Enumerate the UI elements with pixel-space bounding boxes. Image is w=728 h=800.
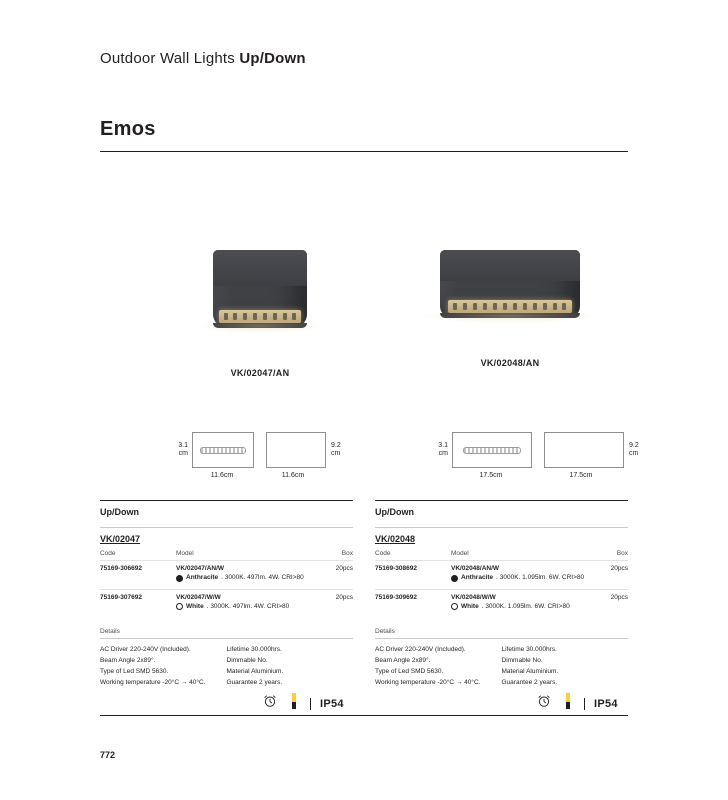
- detail-line: Dimmable No.: [226, 656, 268, 664]
- product-caption-1: VK/02047/AN: [230, 368, 290, 378]
- cell-code: 75169-306692: [100, 565, 142, 572]
- header-category: Outdoor Wall Lights: [100, 50, 240, 67]
- table-row[interactable]: [100, 561, 353, 589]
- details-label-2: Details: [375, 628, 628, 639]
- page-title: Emos: [100, 118, 156, 140]
- details-body-1: [100, 639, 353, 688]
- product-image-1: [160, 250, 360, 378]
- front-width-caption-1: 11.6cm: [281, 472, 305, 479]
- spec-column-1: [100, 500, 353, 688]
- finish-swatch-icon: [176, 575, 183, 582]
- lamp-bottom-lip: [440, 313, 580, 318]
- ip-rating-2: IP54: [584, 698, 618, 710]
- column-divider: [375, 500, 628, 501]
- page-header: [100, 50, 306, 67]
- finish-specs: . 3000K. 497lm. 4W. CRI>80: [221, 574, 304, 582]
- details-right-2: [502, 644, 629, 688]
- finish-swatch-icon: [176, 603, 183, 610]
- cell-code: 75169-308692: [375, 565, 417, 572]
- cell-code: 75169-309692: [375, 593, 417, 601]
- cell-box: 20pcs: [335, 565, 353, 572]
- finish-swatch-icon: [451, 603, 458, 610]
- sku-1[interactable]: VK/02047: [100, 534, 141, 544]
- front-view-1: [266, 432, 326, 468]
- spec-column-2: [375, 500, 628, 688]
- finish-specs: . 3000K. 1.095lm. 6W. CRI>80: [481, 603, 570, 611]
- model-finish: [176, 602, 319, 611]
- cell-box: 20pcs: [335, 593, 353, 601]
- lifetime-icon: [262, 693, 278, 714]
- depth-label-1: 3.1 cm: [178, 441, 188, 457]
- detail-line: Working temperature -20°C → 40°C.: [375, 678, 481, 686]
- details-left-1: [100, 644, 227, 688]
- title-divider: [100, 151, 628, 152]
- detail-line: Lifetime 30.000hrs.: [501, 645, 557, 653]
- details-body-2: [375, 639, 628, 688]
- model-finish: [176, 573, 319, 582]
- table-header-1: [100, 550, 353, 560]
- dimension-diagram-2: [428, 432, 647, 479]
- ip-rating-1: IP54: [310, 698, 344, 710]
- led-icon: [288, 692, 300, 715]
- column-sub-divider: [100, 527, 353, 528]
- lamp-bottom-lip: [213, 323, 307, 328]
- side-width-caption-1: 11.6cm: [210, 472, 234, 479]
- lamp-sheen: [440, 250, 580, 281]
- type-label-1: Up/Down: [100, 507, 139, 517]
- cell-model: [451, 564, 594, 583]
- model-name: VK/02048/AN/W: [451, 565, 500, 572]
- height-label-2: 9.2 cm: [629, 441, 639, 457]
- led-strip-1: [219, 310, 302, 323]
- depth-label-2: 3.1 cm: [438, 441, 448, 457]
- model-name: VK/02047/AN/W: [176, 565, 225, 572]
- cell-box: 20pcs: [610, 593, 628, 601]
- cell-model: [176, 593, 319, 612]
- detail-line: AC Driver 220-240V (Included).: [100, 645, 191, 653]
- detail-line: Material Aluminium.: [501, 667, 559, 675]
- detail-line: Lifetime 30.000hrs.: [226, 645, 282, 653]
- side-view-led-strip: [200, 447, 245, 454]
- model-name: VK/02047/W/W: [176, 593, 221, 601]
- icon-bar-1: [262, 692, 344, 715]
- product-image-2: [400, 250, 620, 368]
- detail-line: Working temperature -20°C → 40°C.: [100, 678, 206, 686]
- col-header-code: Code: [100, 550, 116, 557]
- led-strip-2: [448, 300, 571, 313]
- height-label-1: 9.2 cm: [331, 441, 341, 457]
- finish-name: Anthracite: [186, 574, 219, 582]
- model-finish: [451, 602, 594, 611]
- detail-line: Material Aluminium.: [226, 667, 284, 675]
- detail-line: Guarantee 2 years.: [501, 678, 558, 686]
- side-view-1: [192, 432, 254, 468]
- table-row[interactable]: [375, 590, 628, 618]
- page-number: 772: [100, 750, 116, 760]
- col-header-code: Code: [375, 550, 391, 557]
- cell-model: [451, 593, 594, 612]
- cell-model: [176, 564, 319, 583]
- detail-line: Type of Led SMD 5630.: [375, 667, 444, 675]
- cell-code: 75169-307692: [100, 593, 142, 601]
- column-divider: [100, 500, 353, 501]
- type-label-2: Up/Down: [375, 507, 414, 517]
- led-icon: [562, 692, 574, 715]
- table-row[interactable]: [375, 561, 628, 589]
- dimension-diagram-1: [168, 432, 349, 479]
- table-header-2: [375, 550, 628, 560]
- finish-name: White: [186, 603, 204, 611]
- model-finish: [451, 573, 594, 582]
- details-right-1: [227, 644, 354, 688]
- side-width-caption-2: 17.5cm: [479, 472, 503, 479]
- lamp-sheen: [213, 250, 307, 286]
- front-width-caption-2: 17.5cm: [569, 472, 593, 479]
- footer-divider: [100, 715, 628, 716]
- model-name: VK/02048/W/W: [451, 593, 496, 601]
- col-header-box: Box: [616, 550, 628, 557]
- lamp-body-1: [213, 250, 307, 328]
- lamp-body-2: [440, 250, 580, 318]
- finish-name: Anthracite: [461, 574, 494, 582]
- sku-2[interactable]: VK/02048: [375, 534, 416, 544]
- detail-line: Dimmable No.: [501, 656, 543, 664]
- finish-swatch-icon: [451, 575, 458, 582]
- icon-bar-2: [536, 692, 618, 715]
- column-sub-divider: [375, 527, 628, 528]
- details-label-1: Details: [100, 628, 353, 639]
- detail-line: Beam Angle 2x89°.: [375, 656, 431, 664]
- header-subcategory: Up/Down: [239, 50, 306, 67]
- detail-line: Beam Angle 2x89°.: [100, 656, 156, 664]
- cell-box: 20pcs: [610, 565, 628, 572]
- finish-name: White: [461, 603, 479, 611]
- specification-columns: [100, 500, 628, 688]
- front-view-2: [544, 432, 624, 468]
- detail-line: AC Driver 220-240V (Included).: [375, 645, 466, 653]
- col-header-model: Model: [176, 550, 194, 557]
- finish-specs: . 3000K. 497lm. 4W. CRI>80: [206, 603, 290, 611]
- col-header-model: Model: [451, 550, 469, 557]
- product-caption-2: VK/02048/AN: [480, 358, 540, 368]
- finish-specs: . 3000K. 1.095lm. 6W. CRI>80: [496, 574, 585, 582]
- detail-line: Guarantee 2 years.: [226, 678, 283, 686]
- lifetime-icon: [536, 693, 552, 714]
- col-header-box: Box: [341, 550, 353, 557]
- details-left-2: [375, 644, 502, 688]
- side-view-led-strip: [463, 447, 521, 454]
- detail-line: Type of Led SMD 5630.: [100, 667, 169, 675]
- side-view-2: [452, 432, 532, 468]
- table-row[interactable]: [100, 590, 353, 618]
